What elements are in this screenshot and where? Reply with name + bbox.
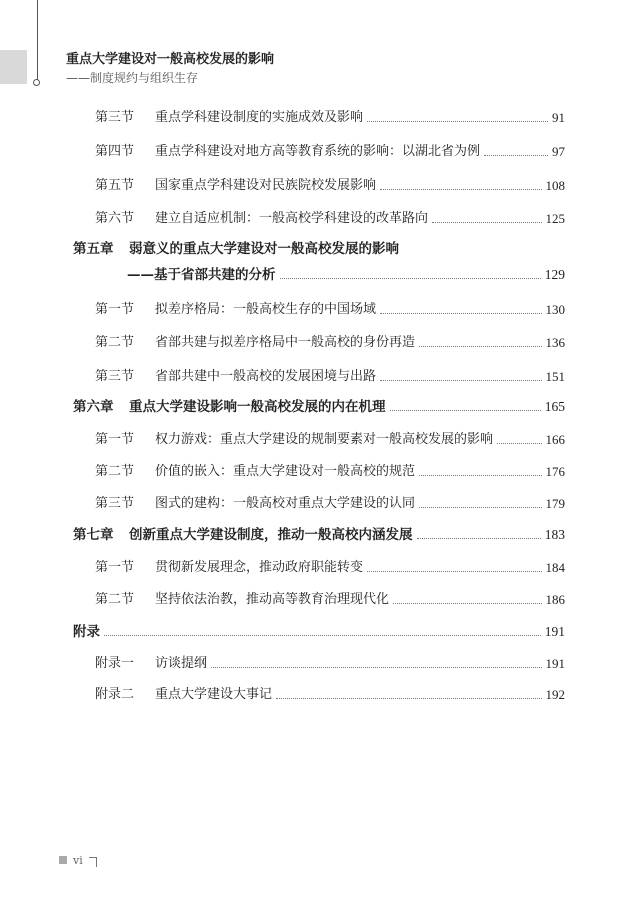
toc-entry[interactable]: [73, 361, 565, 385]
dot-leader: [419, 507, 541, 508]
book-subtitle: ——制度规约与组织生存: [66, 71, 199, 85]
toc-entry-title: 建立自适应机制：一般高校学科建设的改革路向: [155, 211, 429, 226]
corner-tab: [0, 50, 27, 84]
toc-entry-title: 访谈提纲: [155, 656, 208, 671]
folio-corner-mark: [89, 857, 97, 867]
toc-entry-number: 附录二: [95, 687, 135, 702]
toc-entry-title: 价值的嵌入：重点大学建设对一般高校的规范: [155, 464, 416, 479]
toc-entry[interactable]: [73, 203, 565, 227]
toc-entry-page: 166: [545, 432, 565, 447]
toc-entry-number: 第二节: [95, 335, 135, 350]
toc-chapter-page: 129: [544, 267, 565, 282]
toc-entry-title: 省部共建中一般高校的发展困境与出路: [155, 369, 377, 384]
toc-entry[interactable]: [73, 648, 565, 672]
folio-square: [59, 856, 67, 864]
book-title: 重点大学建设对一般高校发展的影响: [66, 52, 275, 67]
toc-appendix-title: 附录: [73, 624, 100, 640]
toc-entry[interactable]: [73, 552, 565, 576]
toc-entry-number: 第二节: [95, 464, 135, 479]
dot-leader: [419, 346, 541, 347]
toc-chapter-title: 重点大学建设影响一般高校发展的内在机理: [129, 399, 386, 415]
toc-entry[interactable]: [73, 102, 565, 126]
toc-entry[interactable]: [73, 170, 565, 194]
dot-leader: [417, 538, 541, 539]
toc-chapter-title: 创新重点大学建设制度，推动一般高校内涵发展: [129, 527, 413, 543]
toc-entry-title: 拟差序格局：一般高校生存的中国场域: [155, 302, 377, 317]
toc-entry-number: 第三节: [95, 369, 135, 384]
toc-entry-page: 108: [545, 178, 565, 193]
toc-entry[interactable]: [73, 294, 565, 318]
dot-leader: [484, 155, 548, 156]
toc-entry-page: 192: [545, 687, 565, 702]
toc-entry-page: 191: [545, 656, 565, 671]
toc-entry-title: 重点学科建设制度的实施成效及影响: [155, 110, 364, 125]
dot-leader: [393, 603, 541, 604]
dot-leader: [380, 380, 541, 381]
toc-chapter[interactable]: [73, 519, 565, 543]
toc-entry-number: 第三节: [95, 110, 135, 125]
toc-entry[interactable]: [73, 584, 565, 608]
toc-entry-title: 重点学科建设对地方高等教育系统的影响：以湖北省为例: [155, 144, 481, 159]
toc-entry-number: 第一节: [95, 302, 135, 317]
page-folio: [59, 853, 97, 867]
toc-entry-title: 国家重点学科建设对民族院校发展影响: [155, 178, 377, 193]
toc-entry-page: 184: [545, 560, 565, 575]
dot-leader: [380, 189, 541, 190]
toc-entry-page: 136: [545, 335, 565, 350]
dot-leader: [276, 698, 541, 699]
dot-leader: [497, 443, 541, 444]
toc-entry-number: 第六节: [95, 211, 135, 226]
toc-appendix[interactable]: [73, 616, 565, 640]
toc-entry-page: 151: [545, 369, 565, 384]
dot-leader: [390, 410, 541, 411]
toc-chapter-page: 183: [544, 527, 565, 542]
toc-entry-title: 重点大学建设大事记: [155, 687, 273, 702]
toc-entry-title: 坚持依法治教，推动高等教育治理现代化: [155, 592, 390, 607]
toc-entry-page: 91: [552, 110, 565, 125]
toc-chapter-title: 弱意义的重点大学建设对一般高校发展的影响: [129, 241, 399, 257]
toc-chapter-subtitle: ——基于省部共建的分析: [127, 267, 276, 283]
toc-entry-number: 第三节: [95, 496, 135, 511]
toc-entry-number: 第一节: [95, 432, 135, 447]
toc-entry-number: 第五节: [95, 178, 135, 193]
dot-leader: [104, 635, 541, 636]
toc-entry[interactable]: [73, 679, 565, 703]
dot-leader: [380, 313, 541, 314]
toc-entry[interactable]: [73, 456, 565, 480]
toc-entry-title: 权力游戏：重点大学建设的规制要素对一般高校发展的影响: [155, 432, 494, 447]
toc-entry-page: 97: [552, 144, 565, 159]
running-head: [66, 51, 274, 87]
dot-leader: [419, 475, 541, 476]
toc-entry[interactable]: [73, 424, 565, 448]
toc-chapter[interactable]: [73, 391, 565, 415]
toc-chapter-number: 第六章: [73, 399, 114, 415]
dot-leader: [367, 571, 541, 572]
header-rule-line: [37, 0, 38, 80]
toc-chapter-number: 第五章: [73, 241, 114, 257]
toc-chapter-continuation[interactable]: [73, 259, 565, 283]
toc-entry-number: 第一节: [95, 560, 135, 575]
toc-entry-page: 125: [545, 211, 565, 226]
dot-leader: [367, 121, 548, 122]
toc-chapter[interactable]: [73, 233, 565, 257]
toc-entry-page: 179: [545, 496, 565, 511]
toc-entry-title: 贯彻新发展理念，推动政府职能转变: [155, 560, 364, 575]
toc-entry-page: 130: [545, 302, 565, 317]
toc-entry[interactable]: [73, 488, 565, 512]
toc-entry-title: 图式的建构：一般高校对重点大学建设的认同: [155, 496, 416, 511]
dot-leader: [280, 278, 541, 279]
toc-entry[interactable]: [73, 136, 565, 160]
toc-chapter-page: 165: [544, 399, 565, 414]
toc-entry-number: 第二节: [95, 592, 135, 607]
toc-entry-number: 第四节: [95, 144, 135, 159]
toc-entry-page: 186: [545, 592, 565, 607]
toc-entry[interactable]: [73, 327, 565, 351]
toc-chapter-number: 第七章: [73, 527, 114, 543]
page-number: vi: [73, 853, 83, 867]
toc-entry-title: 省部共建与拟差序格局中一般高校的身份再造: [155, 335, 416, 350]
header-rule-dot: [33, 79, 40, 86]
dot-leader: [211, 667, 541, 668]
dot-leader: [432, 222, 541, 223]
toc-entry-page: 176: [545, 464, 565, 479]
toc-entry-number: 附录一: [95, 656, 135, 671]
toc-appendix-page: 191: [544, 624, 565, 639]
